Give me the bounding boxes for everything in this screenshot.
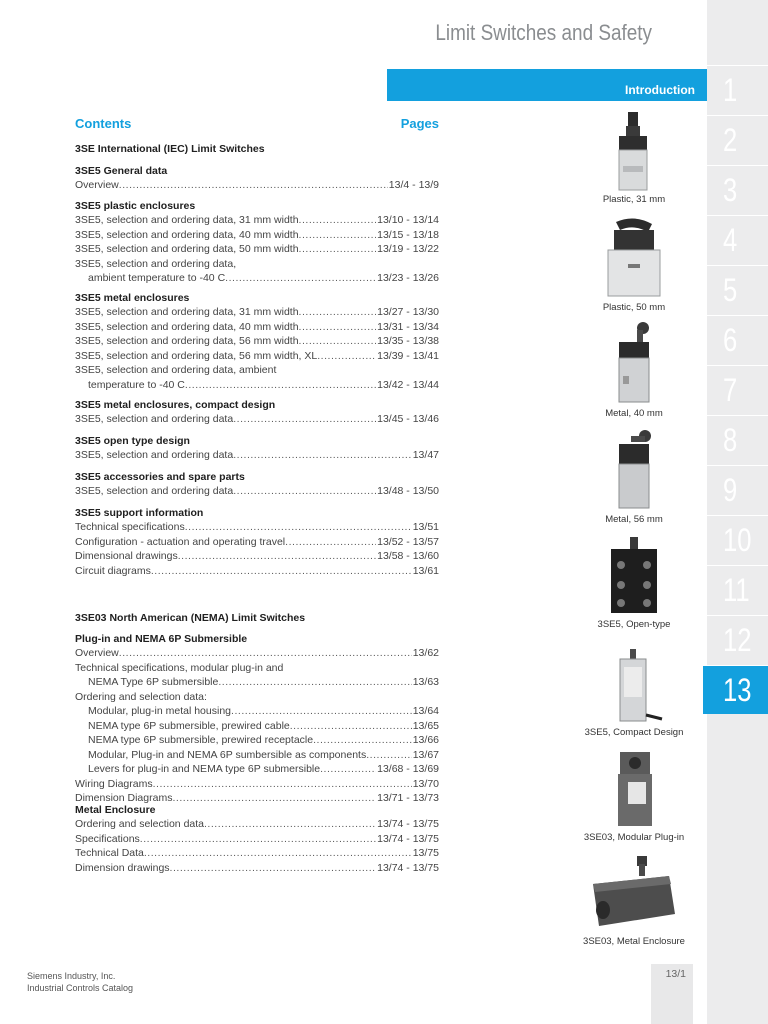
entry-page: 13/10 - 13/14 xyxy=(377,214,439,226)
metal-56mm-switch-image xyxy=(609,428,659,512)
entry-label: 3SE5, selection and ordering data, 40 mm width xyxy=(75,320,299,333)
toc-entry[interactable] xyxy=(75,412,439,427)
toc-compact-design xyxy=(75,398,439,427)
entry-page: 13/74 - 13/75 xyxy=(377,818,439,830)
toc-entry[interactable] xyxy=(75,349,439,364)
entry-page: 13/4 - 13/9 xyxy=(388,179,439,191)
entry-label: Overview xyxy=(75,179,119,191)
chapter-tab-label: 11 xyxy=(723,572,750,608)
chapter-tab-label: 9 xyxy=(723,472,738,508)
page-number: 13/1 xyxy=(665,968,686,980)
chapter-tab-9[interactable] xyxy=(707,465,768,514)
product-caption: 3SE5, Compact Design xyxy=(584,727,684,738)
product-plastic-50mm xyxy=(560,214,708,313)
entry-label: Technical specifications xyxy=(75,521,185,533)
toc-entry[interactable] xyxy=(75,748,439,763)
entry-label: Specifications xyxy=(75,832,140,845)
entry-label: Modular, Plug-in and NEMA 6P sumbersible as components xyxy=(88,748,367,761)
product-modular-plugin xyxy=(560,750,708,843)
contents-title: Contents xyxy=(75,116,132,131)
chapter-tab-label: 2 xyxy=(723,122,738,158)
toc-entry[interactable] xyxy=(75,378,439,393)
product-metal-enclosure xyxy=(560,854,708,947)
contents-header xyxy=(75,116,439,134)
entry-label: Circuit diagrams xyxy=(75,564,151,577)
entry-page: 13/62 xyxy=(412,647,439,659)
toc-entry[interactable] xyxy=(75,861,439,876)
entry-page: 13/63 xyxy=(412,676,439,688)
section-title: Metal Enclosure xyxy=(75,804,156,816)
toc-entry[interactable] xyxy=(75,549,439,564)
toc-metal-enclosures xyxy=(75,291,439,392)
chapter-tab-4[interactable] xyxy=(707,215,768,264)
section-title: 3SE5 General data xyxy=(75,165,168,177)
entry-label: 3SE5, selection and ordering data xyxy=(75,485,234,497)
entry-label: 3SE5, selection and ordering data, 56 mm width, XL xyxy=(75,349,318,362)
entry-label: Overview xyxy=(75,647,119,659)
chapter-tab-7[interactable] xyxy=(707,365,768,414)
group-title: 3SE International (IEC) Limit Switches xyxy=(75,143,265,155)
entry-page: 13/45 - 13/46 xyxy=(377,413,439,425)
toc-entry[interactable] xyxy=(75,305,439,320)
entry-label: 3SE5, selection and ordering data, 40 mm width xyxy=(75,228,299,241)
chapter-tab-label: 10 xyxy=(723,522,752,558)
toc-entry[interactable] xyxy=(75,242,439,257)
entry-label: Configuration - actuation and operating travel xyxy=(75,535,286,548)
toc-support-info xyxy=(75,506,439,578)
chapter-tab-label: 13 xyxy=(723,672,752,708)
section-title: 3SE5 metal enclosures xyxy=(75,292,190,304)
chapter-tab-label: 8 xyxy=(723,422,738,458)
chapter-tab-3[interactable] xyxy=(707,165,768,214)
plastic-31mm-switch-image xyxy=(604,108,664,192)
metal-enclosure-switch-image xyxy=(579,854,689,934)
section-banner xyxy=(387,69,707,101)
toc-entry[interactable] xyxy=(75,213,439,228)
entry-label: 3SE5, selection and ordering data xyxy=(75,449,234,461)
entry-label: temperature to -40 C xyxy=(88,378,185,391)
entry-label: Modular, plug-in metal housing xyxy=(88,705,232,717)
entry-label: 3SE5, selection and ordering data, 31 mm width xyxy=(75,214,299,226)
chapter-tabs xyxy=(707,0,768,1024)
product-open-type xyxy=(560,535,708,630)
entry-page: 13/70 xyxy=(412,777,439,790)
toc-entry[interactable] xyxy=(75,520,439,535)
entry-page: 13/47 xyxy=(412,449,439,461)
entry-page: 13/31 - 13/34 xyxy=(377,320,439,333)
pages-column-title: Pages xyxy=(400,116,439,131)
entry-page: 13/51 xyxy=(412,521,439,533)
entry-label: NEMA Type 6P submersible xyxy=(88,676,219,688)
product-caption: 3SE03, Metal Enclosure xyxy=(583,936,685,947)
entry-label: 3SE5, selection and ordering data xyxy=(75,413,234,425)
toc-open-type xyxy=(75,434,439,463)
footer-company: Siemens Industry, Inc. xyxy=(27,971,116,981)
page-header-title: Limit Switches and Safety xyxy=(435,20,652,45)
toc-entry[interactable] xyxy=(75,228,439,243)
toc-entry[interactable] xyxy=(75,733,439,748)
entry-page: 13/15 - 13/18 xyxy=(377,228,439,241)
toc-accessories xyxy=(75,470,439,499)
chapter-tab-label: 5 xyxy=(723,272,738,308)
toc-nema-section xyxy=(75,611,439,625)
entry-page: 13/42 - 13/44 xyxy=(377,378,439,391)
toc-entry[interactable] xyxy=(75,817,439,832)
chapter-tab-label: 7 xyxy=(723,372,738,408)
chapter-tab-13[interactable] xyxy=(703,665,768,714)
entry-page: 13/74 - 13/75 xyxy=(377,861,439,874)
modular-plugin-switch-image xyxy=(604,750,664,830)
entry-page: 13/75 xyxy=(412,847,439,859)
chapter-tab-label: 6 xyxy=(723,322,738,358)
chapter-tab-label: 4 xyxy=(723,222,738,258)
product-plastic-31mm xyxy=(560,108,708,205)
toc-entry[interactable] xyxy=(75,675,439,690)
entry-page: 13/67 xyxy=(412,748,439,761)
entry-label: Levers for plug-in and NEMA type 6P submersible xyxy=(88,763,321,775)
toc-iec-section xyxy=(75,142,439,156)
section-title: 3SE5 plastic enclosures xyxy=(75,200,196,212)
entry-page: 13/52 - 13/57 xyxy=(377,535,439,548)
toc-entry[interactable] xyxy=(75,535,439,550)
toc-entry[interactable] xyxy=(75,448,439,463)
product-metal-40mm xyxy=(560,320,708,419)
section-title: 3SE5 accessories and spare parts xyxy=(75,471,245,483)
product-caption: 3SE03, Modular Plug-in xyxy=(583,832,685,843)
entry-page: 13/19 - 13/22 xyxy=(377,243,439,255)
entry-label: Dimension drawings xyxy=(75,861,170,874)
section-title: 3SE5 open type design xyxy=(75,435,190,447)
chapter-tab-10[interactable] xyxy=(707,515,768,564)
product-metal-56mm xyxy=(560,428,708,525)
toc-entry[interactable] xyxy=(75,320,439,335)
entry-label: Dimensional drawings xyxy=(75,550,178,562)
entry-page: 13/64 xyxy=(412,705,439,717)
entry-page: 13/58 - 13/60 xyxy=(377,550,439,562)
toc-entry[interactable] xyxy=(75,832,439,847)
entry-label: 3SE5, selection and ordering data, ambient xyxy=(75,364,277,376)
entry-page: 13/61 xyxy=(412,564,439,577)
toc-entry[interactable] xyxy=(75,564,439,579)
toc-entry-line xyxy=(75,257,439,272)
chapter-tab-5[interactable] xyxy=(707,265,768,314)
toc-entry-line xyxy=(75,661,439,676)
entry-page: 13/66 xyxy=(412,734,439,746)
entry-label: NEMA type 6P submersible, prewired cable xyxy=(88,719,290,732)
toc-entry[interactable] xyxy=(75,719,439,734)
entry-label: Technical specifications, modular plug-in and xyxy=(75,661,284,674)
toc-entry[interactable] xyxy=(75,334,439,349)
product-caption: Metal, 56 mm xyxy=(605,514,663,525)
chapter-tab-11[interactable] xyxy=(707,565,768,614)
entry-label: Wiring Diagrams xyxy=(75,777,153,790)
toc-entry[interactable] xyxy=(75,178,439,193)
entry-label: Dimension Diagrams xyxy=(75,792,173,804)
section-title: Plug-in and NEMA 6P Submersible xyxy=(75,633,248,645)
chapter-tab-12[interactable] xyxy=(707,615,768,664)
chapter-tab-2[interactable] xyxy=(707,115,768,164)
chapter-tab-1[interactable] xyxy=(707,65,768,114)
chapter-tab-label: 3 xyxy=(723,172,738,208)
toc-entry[interactable] xyxy=(75,271,439,286)
product-caption: Plastic, 50 mm xyxy=(602,302,666,313)
section-title: 3SE5 metal enclosures, compact design xyxy=(75,399,276,411)
entry-label: 3SE5, selection and ordering data, 56 mm width xyxy=(75,335,299,347)
footer-publisher xyxy=(27,970,133,994)
toc-entry[interactable] xyxy=(75,484,439,499)
entry-page: 13/65 xyxy=(412,719,439,732)
section-banner-label: Introduction xyxy=(625,83,695,97)
entry-label: 3SE5, selection and ordering data, 50 mm width xyxy=(75,243,299,255)
entry-page: 13/35 - 13/38 xyxy=(377,335,439,347)
product-compact-design xyxy=(560,645,708,738)
toc-entry-line xyxy=(75,363,439,378)
entry-page: 13/48 - 13/50 xyxy=(377,485,439,497)
chapter-tab-8[interactable] xyxy=(707,415,768,464)
entry-page: 13/74 - 13/75 xyxy=(377,832,439,845)
toc-entry[interactable] xyxy=(75,762,439,777)
toc-plugin-nema6p xyxy=(75,632,439,806)
open-type-switch-image xyxy=(603,535,665,617)
entry-label: Technical Data xyxy=(75,847,144,859)
toc-entry[interactable] xyxy=(75,777,439,792)
entry-label: Ordering and selection data xyxy=(75,818,204,830)
chapter-tab-6[interactable] xyxy=(707,315,768,364)
toc-entry[interactable] xyxy=(75,646,439,661)
plastic-50mm-switch-image xyxy=(598,214,670,300)
metal-40mm-switch-image xyxy=(609,320,659,406)
product-caption: 3SE5, Open-type xyxy=(597,619,671,630)
chapter-tab-label: 12 xyxy=(723,622,752,658)
toc-general-data xyxy=(75,164,439,193)
compact-design-switch-image xyxy=(604,645,664,725)
group-title: 3SE03 North American (NEMA) Limit Switches xyxy=(75,612,306,624)
entry-page: 13/23 - 13/26 xyxy=(377,272,439,284)
entry-page: 13/39 - 13/41 xyxy=(377,349,439,362)
product-caption: Plastic, 31 mm xyxy=(602,194,666,205)
page-number-box xyxy=(651,964,693,1024)
product-caption: Metal, 40 mm xyxy=(605,408,663,419)
entry-label: NEMA type 6P submersible, prewired receptacle xyxy=(88,734,314,746)
entry-label: 3SE5, selection and ordering data, 31 mm width xyxy=(75,306,299,318)
entry-page: 13/27 - 13/30 xyxy=(377,306,439,318)
entry-label: 3SE5, selection and ordering data, xyxy=(75,257,237,270)
entry-page: 13/71 - 13/73 xyxy=(377,792,439,804)
footer-catalog: Industrial Controls Catalog xyxy=(27,983,134,993)
toc-entry[interactable] xyxy=(75,846,439,861)
chapter-tab-label: 1 xyxy=(723,72,738,108)
toc-entry[interactable] xyxy=(75,704,439,719)
entry-label: ambient temperature to -40 C xyxy=(88,272,226,284)
toc-plastic-enclosures xyxy=(75,199,439,286)
entry-page: 13/68 - 13/69 xyxy=(377,763,439,775)
section-title: 3SE5 support information xyxy=(75,507,204,519)
toc-metal-enclosure xyxy=(75,803,439,875)
entry-label: Ordering and selection data: xyxy=(75,690,207,703)
toc-entry-line xyxy=(75,690,439,705)
